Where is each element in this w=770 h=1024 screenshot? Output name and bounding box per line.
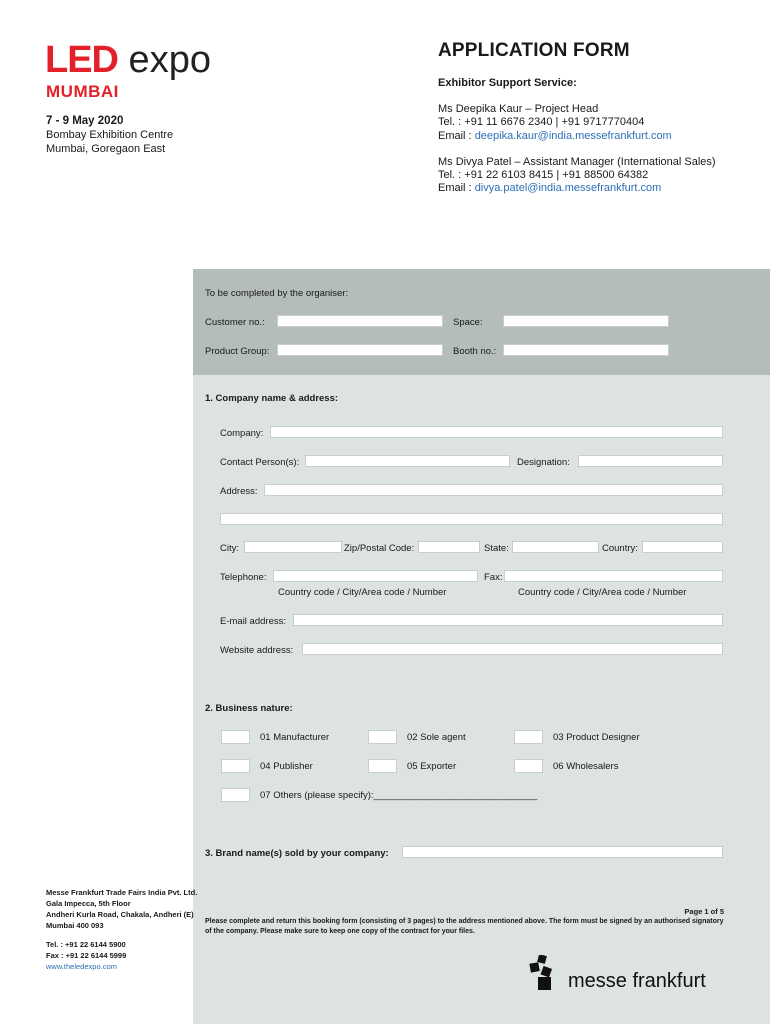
product-group-field[interactable] [277,344,443,356]
address-field-line2[interactable] [220,513,723,525]
space-label: Space: [453,317,483,328]
booth-no-label: Booth no.: [453,346,497,357]
designation-field[interactable] [578,455,723,467]
venue-line1: Bombay Exhibition Centre [46,129,174,141]
product-group-label: Product Group: [205,346,270,357]
customer-no-label: Customer no.: [205,317,265,328]
option-exporter: 05 Exporter [407,761,457,772]
contact2-email-link[interactable]: divya.patel@india.messefrankfurt.com [474,182,662,195]
page-number: Page 1 of 5 [684,907,724,916]
telephone-label: Telephone: [220,572,267,583]
option-publisher: 04 Publisher [260,761,313,772]
company-field[interactable] [270,426,723,438]
contact-persons-label: Contact Person(s): [220,457,300,468]
address-label: Address: [220,486,258,497]
event-info [46,114,173,156]
telephone-hint: Country code / City/Area code / Number [278,587,447,598]
country-field[interactable] [642,541,723,553]
checkbox-product-designer[interactable] [514,730,543,744]
city-label: City: [220,543,239,554]
email-label: E-mail address: [220,616,286,627]
fax-label: Fax: [484,572,503,583]
state-label: State: [484,543,509,554]
option-product-designer: 03 Product Designer [553,732,640,743]
footer-note: Please complete and return this booking form (consisting of 3 pages) to the address mentioned above. The form must be signed by an authorised signatory of the company. Please make sure to keep one copy of the contract for your files. [205,918,724,935]
contact2-tel: +91 22 6103 8415 | +91 88500 64382 [464,169,649,182]
checkbox-manufacturer[interactable] [221,730,250,744]
form-title: APPLICATION FORM [438,40,630,61]
section2-heading: 2. Business nature: [205,703,293,714]
messe-frankfurt-wordmark: messe frankfurt [568,970,706,992]
footer-website-link[interactable]: www.theledexpo.com [46,962,117,971]
checkbox-exporter[interactable] [368,759,397,773]
checkbox-wholesalers[interactable] [514,759,543,773]
state-field[interactable] [512,541,599,553]
brand-names-field[interactable] [402,846,723,858]
company-label: Company: [220,428,264,439]
organiser-heading: To be completed by the organiser: [205,288,349,299]
support-heading: Exhibitor Support Service: [438,77,577,89]
option-wholesalers: 06 Wholesalers [553,761,619,772]
section1-heading: 1. Company name & address: [205,393,339,404]
email-field[interactable] [293,614,723,626]
venue-line2: Mumbai, Goregaon East [46,143,166,155]
contact2-name: Ms Divya Patel – Assistant Manager (International Sales) [438,155,716,168]
contact1-name: Ms Deepika Kaur – Project Head [438,103,599,116]
footer-tel: Tel. : +91 22 6144 5900 [46,940,126,949]
fax-hint: Country code / City/Area code / Number [518,587,687,598]
checkbox-sole-agent[interactable] [368,730,397,744]
footer-fax: Fax : +91 22 6144 5999 [46,951,127,960]
option-sole-agent: 02 Sole agent [407,732,466,743]
zip-label: Zip/Postal Code: [344,543,415,554]
checkbox-others[interactable] [221,788,250,802]
contact1-email-link[interactable]: deepika.kaur@india.messefrankfurt.com [474,129,672,142]
event-date: 7 - 9 May 2020 [46,115,124,127]
address-field-line1[interactable] [264,484,723,496]
telephone-field[interactable] [273,570,478,582]
option-manufacturer: 01 Manufacturer [260,732,330,743]
booth-no-field[interactable] [503,344,669,356]
country-label: Country: [602,543,638,554]
customer-no-field[interactable] [277,315,443,327]
space-field[interactable] [503,315,669,327]
website-field[interactable] [302,643,723,655]
section3-heading: 3. Brand name(s) sold by your company: [205,848,389,859]
zip-field[interactable] [418,541,480,553]
contact-persons-field[interactable] [305,455,510,467]
contact1-tel: +91 11 6676 2340 | +91 9717770404 [464,116,645,129]
messe-frankfurt-mark-icon [528,955,564,991]
footer-company: Messe Frankfurt Trade Fairs India Pvt. Ltd. [46,888,198,897]
fax-field[interactable] [504,570,723,582]
support-contacts: Exhibitor Support Service: Ms Deepika Kaur – Project Head Tel. : +91 11 6676 2340 | +91 9717770404 Email : deepika.kaur@india.messefrankfurt.com Ms Divya Patel – Assistant Manager (International Sales) Tel. : +91 22 6103 8415 | +91 88500 64382 Email : divya.patel@india.messefrankfurt.com [438,77,716,195]
logo-city: MUMBAI [46,82,119,101]
city-field[interactable] [244,541,342,553]
checkbox-publisher[interactable] [221,759,250,773]
footer-address: Messe Frankfurt Trade Fairs India Pvt. Ltd. Gala Impecca, 5th Floor Andheri Kurla Road, Chakala, Andheri (E) Mumbai 400 093 Tel. : +91 22 6144 5900 Fax : +91 22 6144 5999 www.theledexpo.com [46,888,198,971]
website-label: Website address: [220,645,294,656]
option-others: 07 Others (please specify):_______________________________ [260,790,538,801]
designation-label: Designation: [517,457,570,468]
led-expo-logo: LED expo [45,39,211,81]
